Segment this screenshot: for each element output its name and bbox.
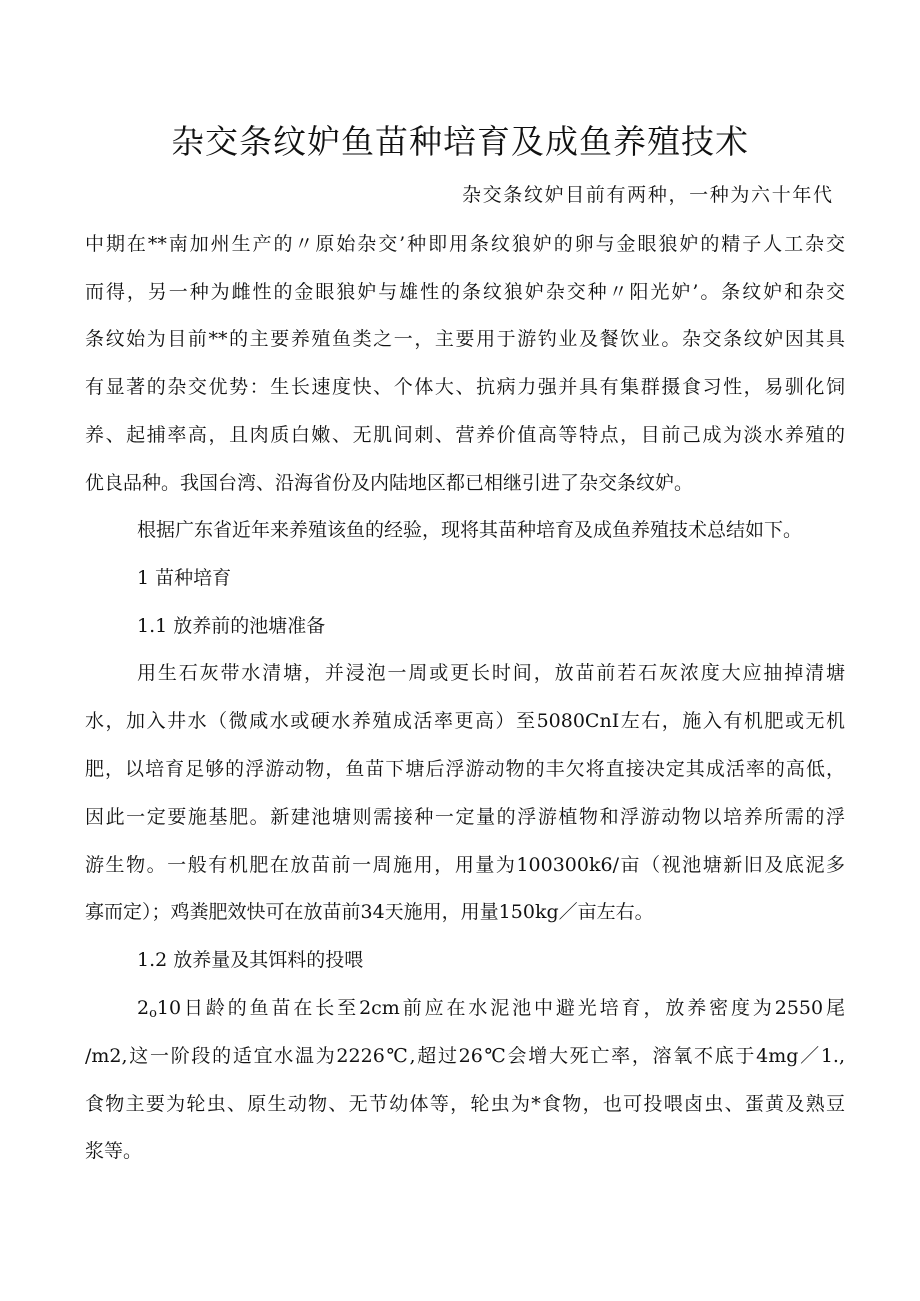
paragraph-line: 浆等。	[85, 1140, 143, 1162]
paragraph-line: 因此一定要施基肥。新建池塘则需接种一定量的浮游植物和浮游动物以培养所需的浮	[85, 806, 845, 828]
paragraph-line: 杂交条纹妒目前有两种，一种为六十年代	[462, 184, 832, 206]
paragraph-line: 根据广东省近年来养殖该鱼的经验，现将其苗种培育及成鱼养殖技术总结如下。	[137, 519, 803, 541]
paragraph-line: 水，加入井水（微咸水或硬水养殖成活率更高）至5080CnI左右，施入有机肥或无机	[85, 710, 845, 732]
day-range-subscript: o	[149, 1006, 157, 1021]
document-title: 杂交条纹妒鱼苗种培育及成鱼养殖技术	[171, 122, 749, 161]
section-heading: 1 苗种培育	[137, 567, 232, 589]
paragraph-line: 而得，另一种为雌性的金眼狼妒与雄性的条纹狼妒杂交种〃阳光妒’。条纹妒和杂交	[85, 281, 845, 303]
paragraph-line: 中期在**南加州生产的〃原始杂交’种即用条纹狼妒的卵与金眼狼妒的精子人工杂交	[85, 233, 845, 255]
subsection-heading: 1.2 放养量及其饵料的投喂	[137, 949, 364, 971]
paragraph-line: 食物主要为轮虫、原生动物、无节幼体等，轮虫为*食物，也可投喂卤虫、蛋黄及熟豆	[85, 1093, 845, 1115]
paragraph-line: 有显著的杂交优势：生长速度快、个体大、抗病力强并具有集群摄食习性，易驯化饲	[85, 376, 845, 398]
paragraph-line: 优良品种。我国台湾、沿海省份及内陆地区都已相继引进了杂交条纹妒。	[85, 472, 694, 494]
subsection-heading: 1.1 放养前的池塘准备	[137, 615, 326, 637]
paragraph-line: 寡而定）；鸡粪肥效快可在放苗前34天施用，用量150kg／亩左右。	[85, 901, 654, 923]
day-range-text: 10日龄的鱼苗在长至2cm前应在水泥池中避光培育，放养密度为2550尾	[156, 997, 845, 1019]
paragraph-line: 养、起捕率高，且肉质白嫩、无肌间刺、营养价值高等特点，目前己成为淡水养殖的	[85, 424, 845, 446]
paragraph-line: 游生物。一般有机肥在放苗前一周施用，用量为100300k6/亩（视池塘新旧及底泥多	[85, 854, 845, 876]
day-range-start: 2	[137, 997, 150, 1019]
paragraph-line: 条纹始为目前**的主要养殖鱼类之一，主要用于游钓业及餐饮业。杂交条纹妒因其具	[85, 328, 845, 350]
paragraph-line: 肥，以培育足够的浮游动物，鱼苗下塘后浮游动物的丰欠将直接决定其成活率的高低，	[85, 758, 845, 780]
paragraph-line: /m2,这一阶段的适宜水温为2226℃,超过26℃会增大死亡率，溶氧不底于4mg／1.,	[85, 1045, 845, 1067]
paragraph-line	[137, 993, 845, 1029]
paragraph-line: 用生石灰带水清塘，并浸泡一周或更长时间，放苗前若石灰浓度大应抽掉清塘	[137, 662, 845, 684]
